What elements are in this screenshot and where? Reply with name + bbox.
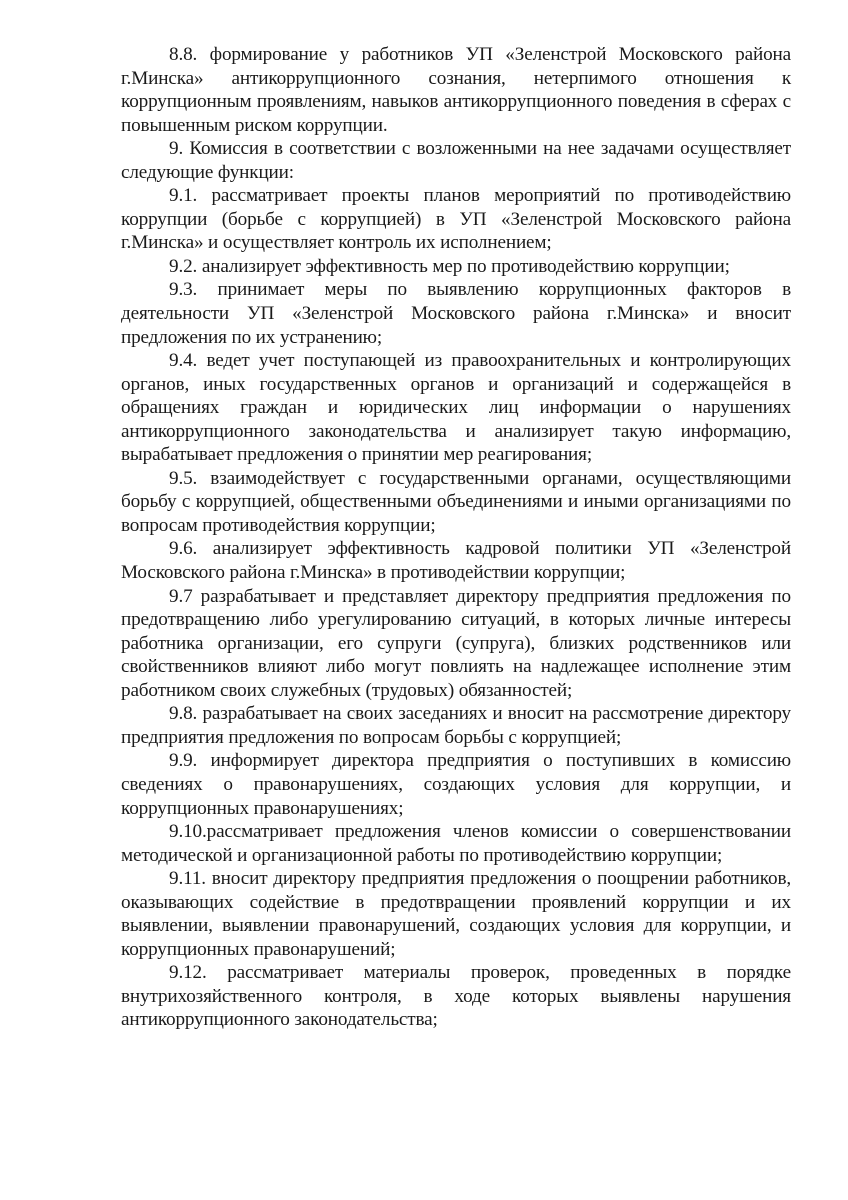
paragraph-9-2: 9.2. анализирует эффективность мер по противодействию коррупции;: [169, 255, 730, 277]
paragraph-9-4: 9.4. ведет учет поступающей из правоохранительных и контролирующих органов, иных государственных органов и организаций и содержащейся в обращениях граждан и юридических лиц информации о нарушениях антикоррупционного законодательства и анализирует такую информацию, вырабатывает предложения о принятии мер реагирования;: [121, 350, 791, 466]
paragraph-9-12: 9.12. рассматривает материалы проверок, проведенных в порядке внутрихозяйственного контроля, в ходе которых выявлены нарушения антикоррупционного законодательства;: [121, 962, 791, 1031]
paragraph-9-9: 9.9. информирует директора предприятия о поступивших в комиссию сведениях о правонарушениях, создающих условия для коррупции, и коррупционных правонарушениях;: [121, 750, 791, 819]
paragraph-9-7: 9.7 разрабатывает и представляет директору предприятия предложения по предотвращению либо урегулированию ситуаций, в которых личные интересы работника организации, его супруги (супруга), близких родственников или свойственников влияют либо могут повлиять на надлежащее исполнение этим работником своих служебных (трудовых) обязанностей;: [121, 585, 791, 701]
paragraph-9-5: 9.5. взаимодействует с государственными органами, осуществляющими борьбу с коррупцией, общественными объединениями и иными организациями по вопросам противодействия коррупции;: [121, 467, 791, 536]
paragraph-9-3: 9.3. принимает меры по выявлению коррупционных факторов в деятельности УП «Зеленстрой Московского района г.Минска» и вносит предложения по их устранению;: [121, 279, 791, 348]
paragraph-9: 9. Комиссия в соответствии с возложенными на нее задачами осуществляет следующие функции:: [121, 138, 791, 183]
paragraph-8-8: 8.8. формирование у работников УП «Зеленстрой Московского района г.Минска» антикоррупционного сознания, нетерпимого отношения к коррупционным проявлениям, навыков антикоррупционного поведения в сферах с повышенным риском коррупции.: [121, 44, 791, 136]
paragraph-9-8: 9.8. разрабатывает на своих заседаниях и вносит на рассмотрение директору предприятия предложения по вопросам борьбы с коррупцией;: [121, 703, 791, 748]
paragraph-9-1: 9.1. рассматривает проекты планов мероприятий по противодействию коррупции (борьбе с коррупцией) в УП «Зеленстрой Московского района г.Минска» и осуществляет контроль их исполнением;: [121, 185, 791, 254]
paragraph-9-6: 9.6. анализирует эффективность кадровой политики УП «Зеленстрой Московского района г.Минска» в противодействии коррупции;: [121, 538, 791, 584]
document-page: [121, 43, 791, 1032]
paragraph-9-11: 9.11. вносит директору предприятия предложения о поощрении работников, оказывающих содействие в предотвращении проявлений коррупции и их выявлении, выявлении правонарушений, создающих условия для коррупции, и коррупционных правонарушений;: [121, 868, 791, 960]
paragraph-9-10: 9.10.рассматривает предложения членов комиссии о совершенствовании методической и организационной работы по противодействию коррупции;: [121, 821, 791, 866]
